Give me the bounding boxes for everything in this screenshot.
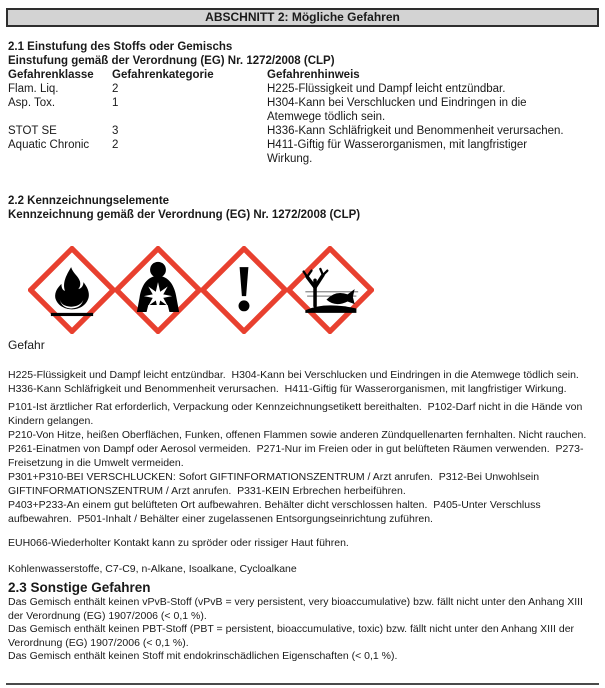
section-header-bar — [6, 8, 599, 27]
precautionary-statements-prevention: P210-Von Hitze, heißen Oberflächen, Funken, offenen Flammen sowie anderen Zündquellenarten fernhalten. Nicht rauchen. P261-Einatmen von Dampf oder Aerosol vermeiden. P271-Nur im Freien oder in gut belüfteten Räumen verwenden. P273-Freisetzung in die Umwelt vermeiden. — [8, 429, 593, 469]
table-row-cell-hinweis: H336-Kann Schläfrigkeit und Benommenheit verursachen. — [267, 125, 564, 137]
table-row-cell-kategorie: 2 — [112, 139, 119, 151]
ghs-pictogram-row — [28, 246, 597, 334]
table-row-cell-klasse: Aquatic Chronic — [8, 139, 90, 151]
table-row-cell-hinweis: H304-Kann bei Verschlucken und Eindringen in die Atemwege tödlich sein. — [267, 97, 527, 123]
euh-statement: EUH066-Wiederholter Kontakt kann zu spröder oder rissiger Haut führen. — [8, 537, 349, 549]
other-hazards-vpvb: Das Gemisch enthält keinen vPvB-Stoff (vPvB = very persistent, very bioaccumulative) bzw. fällt nicht unter den Anhang XIII der Verordnung (EG) 1907/2006 (< 0,1 %). — [8, 596, 586, 622]
subsection-2-3-title: 2.3 Sonstige Gefahren — [8, 580, 151, 595]
table-row-cell-kategorie: 3 — [112, 125, 119, 137]
ghs-health-hazard-icon — [114, 246, 202, 334]
subsection-2-2-title: 2.2 Kennzeichnungselemente — [8, 195, 170, 207]
table-row-cell-kategorie: 1 — [112, 97, 119, 109]
column-header-gefahrenkategorie: Gefahrenkategorie — [112, 69, 214, 81]
labelling-regulation-line: Kennzeichnung gemäß der Verordnung (EG) Nr. 1272/2008 (CLP) — [8, 209, 361, 221]
signal-word: Gefahr — [8, 338, 45, 352]
column-header-gefahrenhinweis: Gefahrenhinweis — [267, 69, 360, 81]
table-row-cell-klasse: Flam. Liq. — [8, 83, 59, 95]
other-hazards-endocrine: Das Gemisch enthält keinen Stoff mit endokrinschädlichen Eigenschaften (< 0,1 %). — [8, 650, 398, 662]
subsection-2-1-title: 2.1 Einstufung des Stoffs oder Gemischs — [8, 41, 233, 53]
next-section-top-border — [6, 683, 599, 685]
table-row-cell-klasse: STOT SE — [8, 125, 57, 137]
other-hazards-pbt: Das Gemisch enthält keinen PBT-Stoff (PBT = persistent, bioaccumulative, toxic) bzw. fällt nicht unter den Anhang XIII der Verordnung (EG) 1907/2006 (< 0,1 %). — [8, 623, 577, 649]
document-body — [0, 40, 605, 664]
classification-regulation-line: Einstufung gemäß der Verordnung (EG) Nr. 1272/2008 (CLP) — [8, 55, 335, 67]
ghs-exclamation-icon — [200, 246, 288, 334]
table-row-cell-kategorie: 2 — [112, 83, 119, 95]
section-header-title: ABSCHNITT 2: Mögliche Gefahren — [205, 10, 400, 24]
precautionary-statements-storage-disposal: P403+P233-An einem gut belüfteten Ort aufbewahren. Behälter dicht verschlossen halten. P405-Unter Verschluss aufbewahren. P501-Inhalt / Behälter einer zugelassenen Entsorgungseinrichtung zuführen. — [8, 499, 544, 525]
ingredients-note: Kohlenwasserstoffe, C7-C9, n-Alkane, Isoalkane, Cycloalkane — [8, 563, 297, 575]
precautionary-statements-response: P301+P310-BEI VERSCHLUCKEN: Sofort GIFTINFORMATIONSZENTRUM / Arzt anrufen. P312-Bei Unwohlsein GIFTINFORMATIONSZENTRUM / Arzt anrufen. P331-KEIN Erbrechen herbeiführen. — [8, 471, 543, 497]
column-header-gefahrenklasse: Gefahrenklasse — [8, 69, 94, 81]
ghs-environment-icon — [286, 246, 374, 334]
classification-table — [8, 68, 597, 166]
precautionary-statements-general: P101-Ist ärztlicher Rat erforderlich, Verpackung oder Kennzeichnungsetikett bereithalten. P102-Darf nicht in die Hände von Kindern gelangen. — [8, 401, 586, 427]
table-row-cell-klasse: Asp. Tox. — [8, 97, 56, 109]
table-row-cell-hinweis: H411-Giftig für Wasserorganismen, mit langfristiger Wirkung. — [267, 139, 528, 165]
table-row-cell-hinweis: H225-Flüssigkeit und Dampf leicht entzündbar. — [267, 83, 506, 95]
ghs-flame-icon — [28, 246, 116, 334]
hazard-statements: H225-Flüssigkeit und Dampf leicht entzündbar. H304-Kann bei Verschlucken und Eindringen in die Atemwege tödlich sein. H336-Kann Schläfrigkeit und Benommenheit verursachen. H411-Giftig für Wasserorganismen, mit langfristiger Wirkung. — [8, 369, 585, 395]
